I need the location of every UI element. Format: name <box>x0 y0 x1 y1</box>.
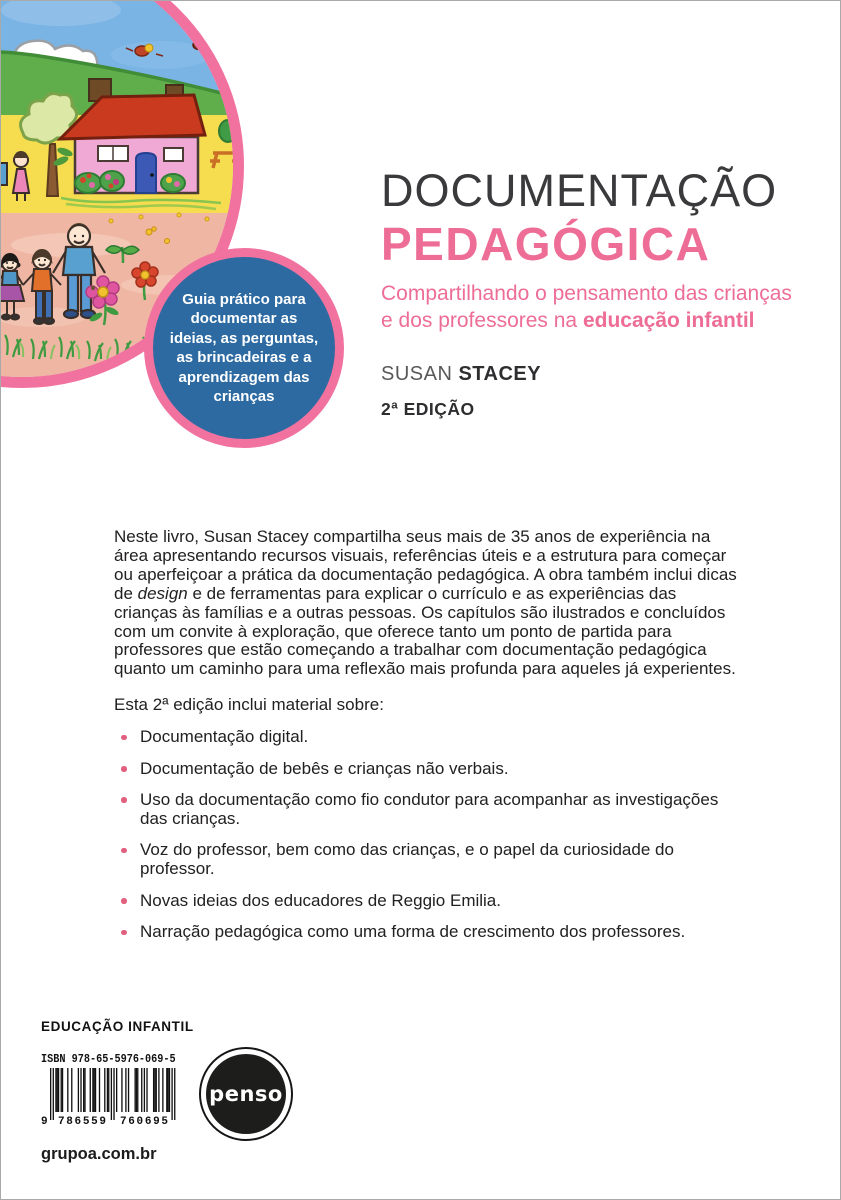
isbn-label: ISBN 978-65-5976-069-5 <box>41 1052 176 1066</box>
badge-line: as brincadeiras e a <box>176 349 312 366</box>
blue-badge-circle <box>144 248 344 448</box>
publisher-website: grupoa.com.br <box>41 1145 157 1163</box>
publisher-logo-text: penso <box>206 1054 286 1134</box>
svg-text:9: 9 <box>41 1116 48 1126</box>
list-item: Documentação de bebês e crianças não verbais. <box>114 760 742 779</box>
list-item: Uso da documentação como fio condutor para acompanhar as investigações das crianças. <box>114 791 742 829</box>
list-item: Narração pedagógica como uma forma de crescimento dos professores. <box>114 923 742 942</box>
publisher-logo <box>199 1047 293 1141</box>
bullet-list <box>114 728 742 942</box>
subtitle-line1: Compartilhando o pensamento das crianças <box>381 282 792 305</box>
badge-line: documentar as <box>190 310 298 327</box>
badge-line: aprendizagem das <box>178 368 310 386</box>
list-item: Voz do professor, bem como das crianças, e o papel da curiosidade do professor. <box>114 841 742 879</box>
badge-text <box>170 290 318 407</box>
book-title-line2: PEDAGÓGICA <box>381 218 711 270</box>
badge-line: Guia prático para <box>182 290 306 308</box>
isbn-barcode <box>41 1068 177 1126</box>
badge-line: ideias, as perguntas, <box>169 329 319 347</box>
subtitle-line2: e dos professores na educação infantil <box>381 308 755 332</box>
category-label: EDUCAÇÃO INFANTIL <box>41 1019 194 1034</box>
svg-text:760695: 760695 <box>120 1116 168 1126</box>
title-block <box>381 165 792 420</box>
description-paragraph: Neste livro, Susan Stacey compartilha seus mais de 35 anos de experiência na área apresentando recursos visuais, referências úteis e a estrutura para começar ou aperfeiçoar a prática da documentação pedagógica. A obra também inclui dicas de design e de ferramentas para explicar o currículo e as experiências das crianças às famílias e a outras pessoas. Os capítulos são ilustrados e concluídos com um convite à exploração, que oferece tanto um ponto de partida para professores que estão começando a trabalhar com documentação pedagógica quanto um caminho para uma reflexão mais profunda para aqueles já experientes. <box>114 527 737 679</box>
badge-line: crianças <box>213 388 275 405</box>
description-block <box>114 528 742 954</box>
list-item: Documentação digital. <box>114 728 742 747</box>
svg-text:786559: 786559 <box>58 1116 106 1126</box>
author-name: SUSAN STACEY <box>381 363 542 385</box>
book-subtitle <box>381 281 792 334</box>
list-intro: Esta 2ª edição inclui material sobre: <box>114 695 384 715</box>
book-title-line1: DOCUMENTAÇÃO <box>381 165 778 216</box>
list-item: Novas ideias dos educadores de Reggio Emilia. <box>114 892 742 911</box>
edition-label: 2ª EDIÇÃO <box>381 399 475 419</box>
